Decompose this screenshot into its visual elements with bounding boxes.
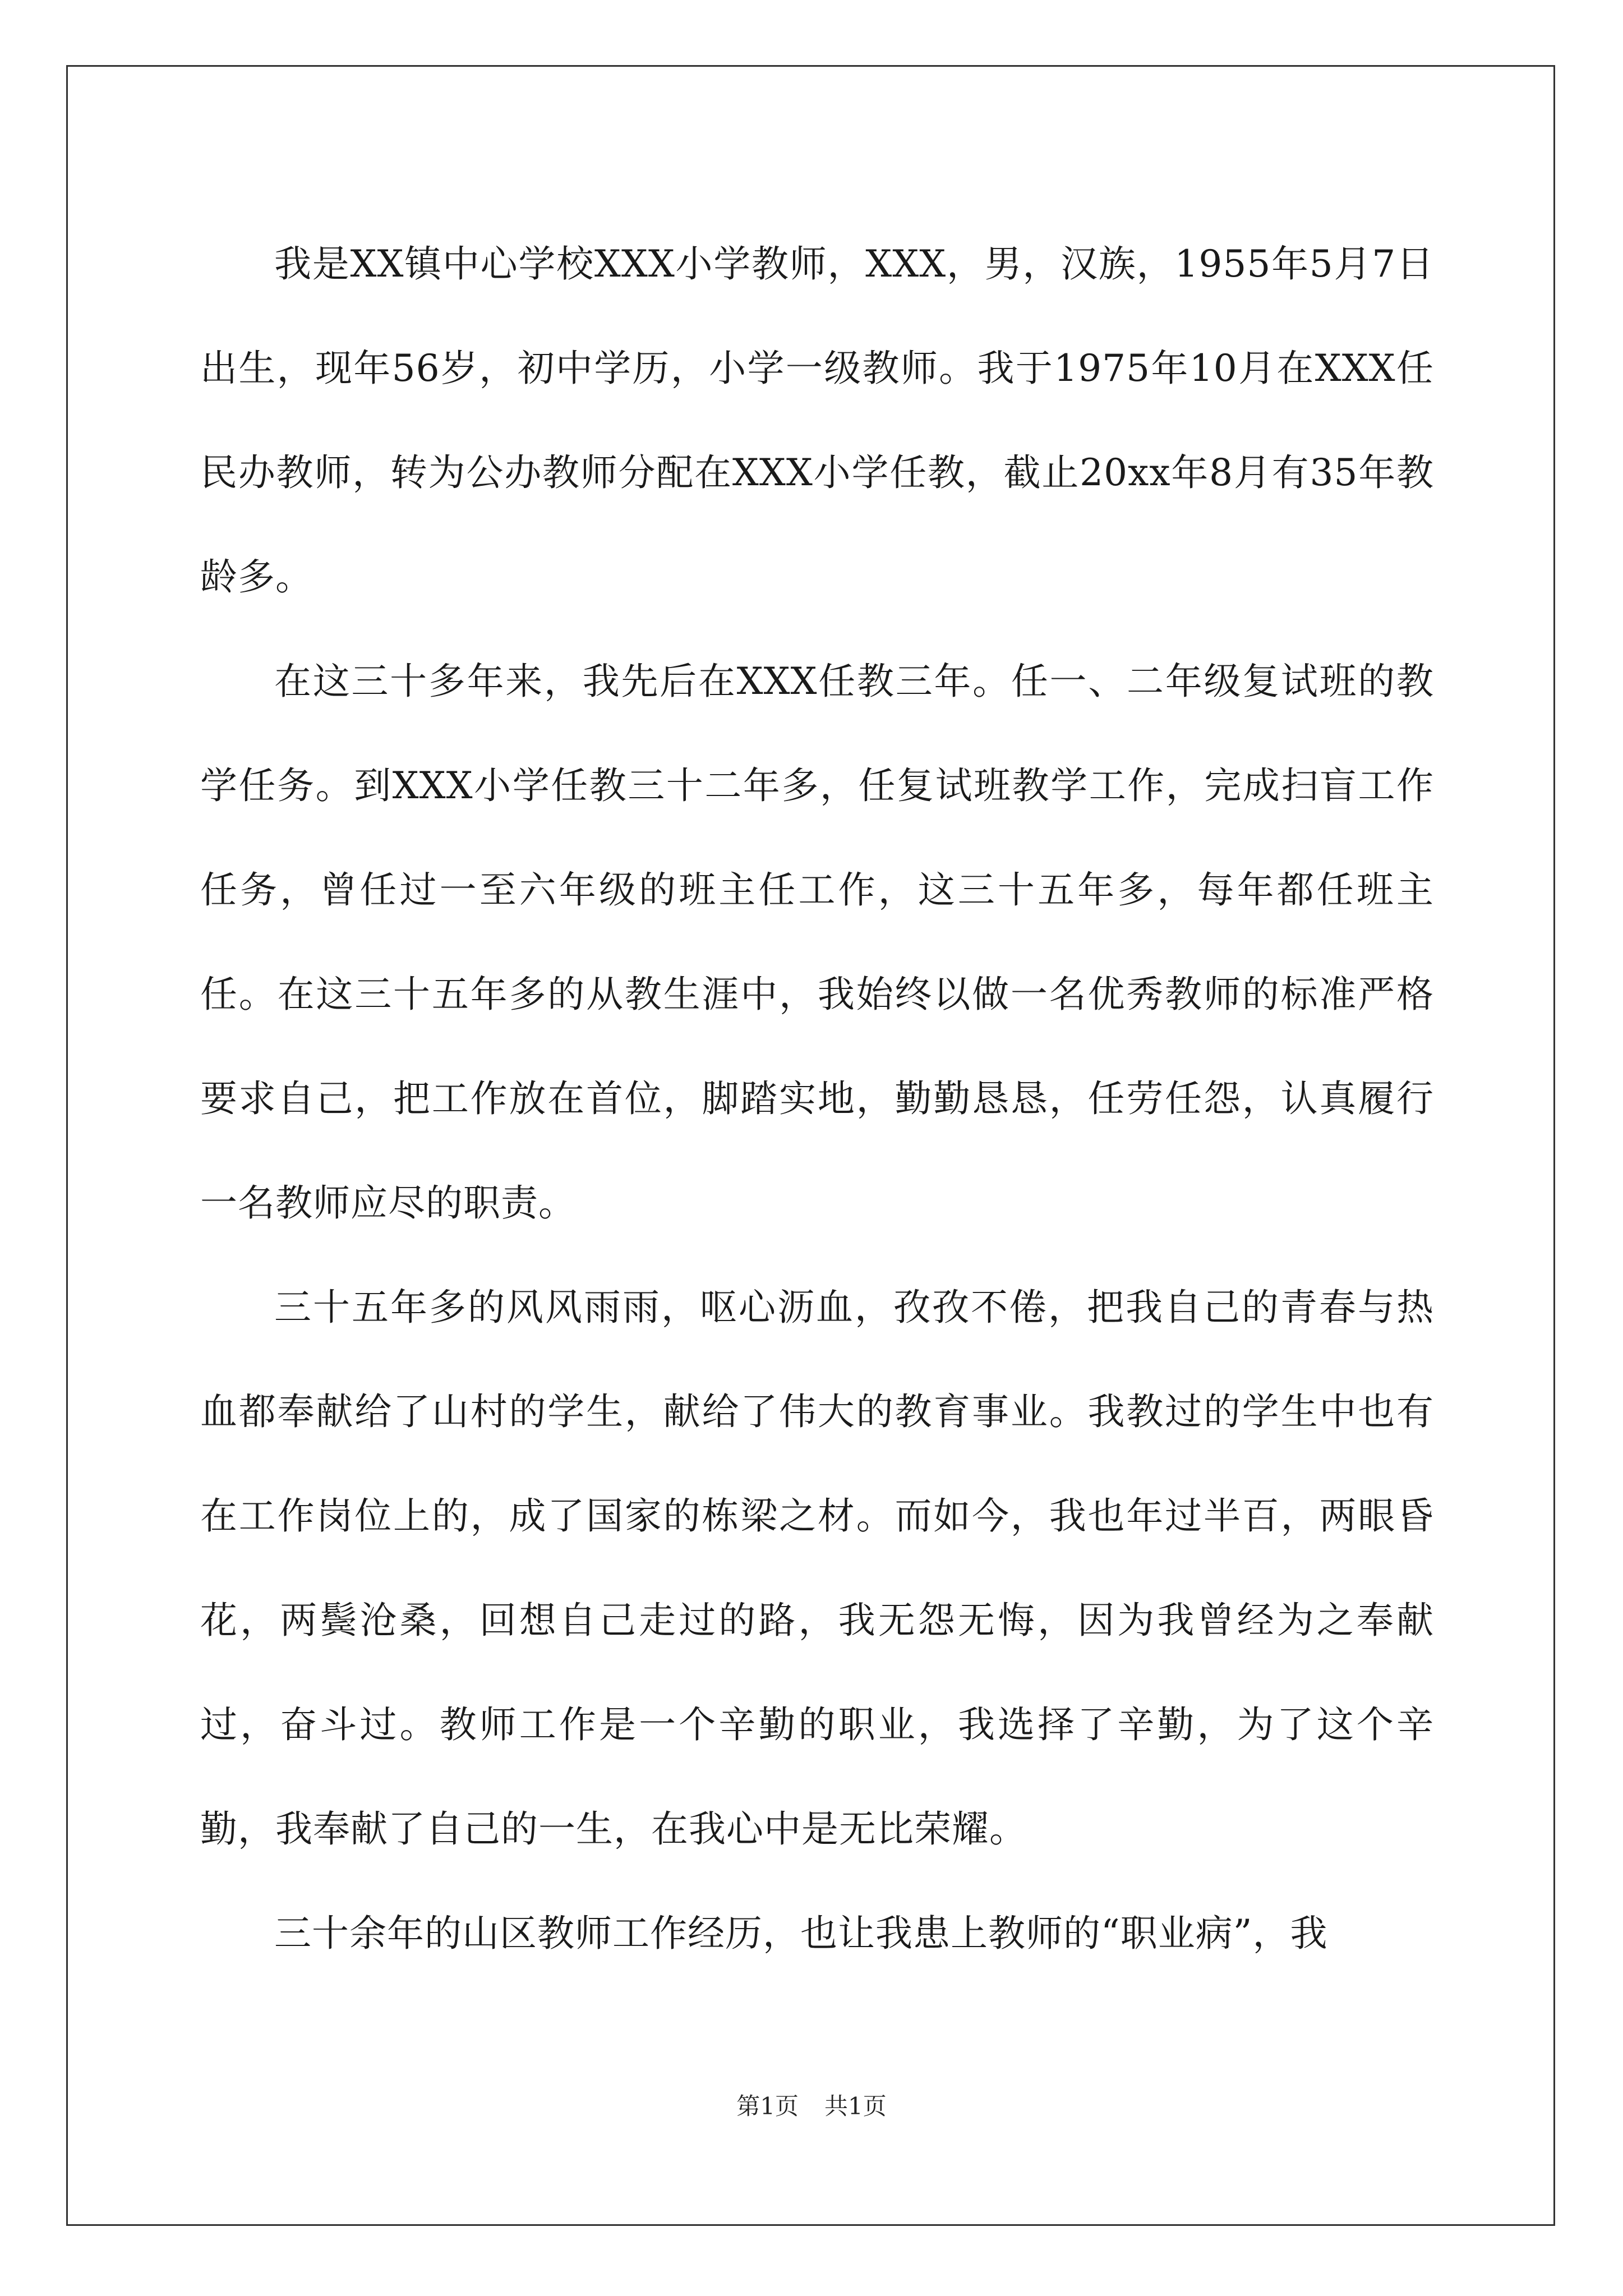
- paragraph-4: 三十余年的山区教师工作经历，也让我患上教师的“职业病”，我: [274, 1912, 1328, 1955]
- page-footer: [0, 2088, 1623, 2122]
- paragraph-3: 三十五年多的风风雨雨，呕心沥血，孜孜不倦，把我自己的青春与热血都奉献给了山村的学生，献给了伟大的教育事业。我教过的学生中也有在工作岗位上的，成了国家的栋梁之材。而如今，我也年过半百，两眼昏花，两鬓沧桑，回想自己走过的路，我无怨无悔，因为我曾经为之奉献过，奋斗过。教师工作是一个辛勤的职业，我选择了辛勤，为了这个辛勤，我奉献了自己的一生，在我心中是无比荣耀。: [200, 1286, 1434, 1851]
- document-body: [200, 212, 1434, 1986]
- paragraph-1: 我是XX镇中心学校XXX小学教师，XXX，男，汉族，1955年5月7日出生，现年56岁，初中学历，小学一级教师。我于1975年10月在XXX任民办教师，转为公办教师分配在XXX小学任教，截止20xx年8月有35年教龄多。: [200, 242, 1434, 599]
- paragraph-2: 在这三十多年来，我先后在XXX任教三年。任一、二年级复试班的教学任务。到XXX小学任教三十二年多，任复试班教学工作，完成扫盲工作任务，曾任过一至六年级的班主任工作，这三十五年多，每年都任班主任。在这三十五年多的从教生涯中，我始终以做一名优秀教师的标准严格要求自己，把工作放在首位，脚踏实地，勤勤恳恳，任劳任怨，认真履行一名教师应尽的职责。: [200, 660, 1434, 1225]
- page-number: 第1页: [736, 2092, 799, 2120]
- page-total: 共1页: [824, 2092, 887, 2120]
